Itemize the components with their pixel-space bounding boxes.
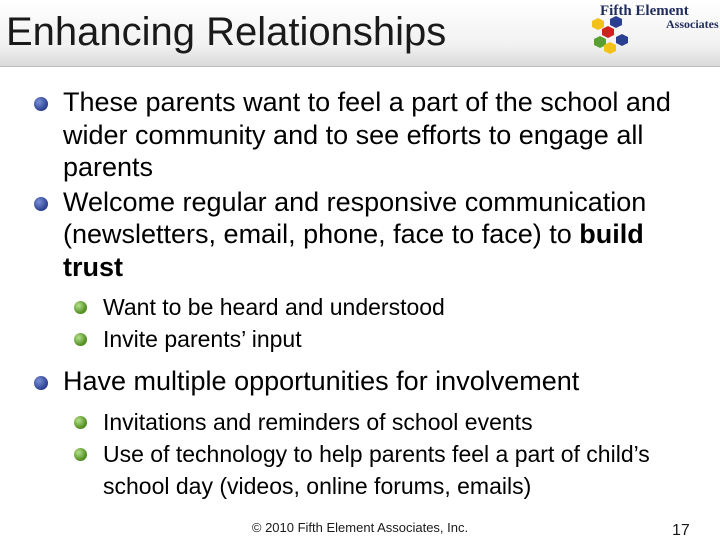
bullet-dot-icon	[34, 376, 48, 390]
page-number: 17	[672, 522, 690, 539]
bullet-list	[0, 86, 720, 502]
sub-bullet-item	[0, 438, 693, 502]
bullet-bold-text: build trust	[63, 219, 644, 282]
bullet-dot-icon	[34, 197, 48, 211]
sub-bullet-text: Use of technology to help parents feel a part of child’s school day (videos, online forums, emails)	[103, 440, 650, 499]
logo-name: Fifth Element	[600, 3, 689, 19]
sub-bullet-item	[0, 291, 693, 323]
sub-bullet-item	[0, 323, 693, 355]
sub-bullet-text: Invite parents’ input	[103, 326, 302, 352]
bullet-item	[0, 86, 703, 184]
bullet-dot-icon	[34, 97, 48, 111]
logo-sub: Associates	[666, 17, 719, 31]
bullet-item	[0, 186, 703, 284]
bullet-text: These parents want to feel a part of the school and wider community and to see efforts to engage all parents	[63, 87, 671, 182]
footer-copyright: © 2010 Fifth Element Associates, Inc.	[251, 520, 469, 535]
sub-bullet-text: Invitations and reminders of school events	[103, 408, 533, 435]
slide-title: Enhancing Relationships	[6, 10, 447, 54]
sub-bullet-item	[0, 406, 693, 438]
logo-hexagons-icon	[578, 12, 638, 72]
company-logo	[578, 4, 718, 64]
sub-bullet-dot-icon	[74, 301, 87, 314]
sub-bullet-text: Want to be heard and understood	[103, 294, 445, 320]
bullet-text: Have multiple opportunities for involvement	[63, 366, 580, 396]
bullet-item	[0, 365, 703, 398]
sub-bullet-dot-icon	[74, 448, 87, 461]
bullet-text: Welcome regular and responsive communication (newsletters, email, phone, face to face) to	[63, 186, 647, 249]
sub-bullet-dot-icon	[74, 416, 87, 429]
sub-bullet-dot-icon	[74, 333, 87, 346]
title-bar	[0, 0, 720, 67]
